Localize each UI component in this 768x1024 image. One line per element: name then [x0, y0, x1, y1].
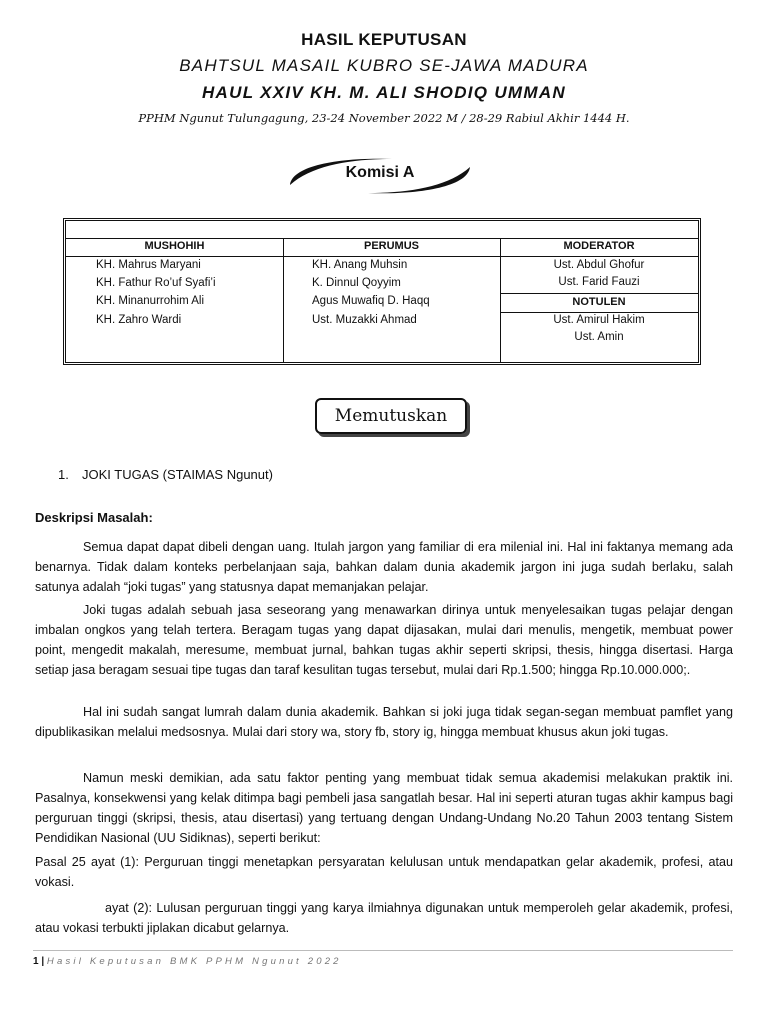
moderator-name: Ust. Farid Fauzi	[558, 276, 640, 288]
komisi-banner	[282, 155, 478, 197]
deskripsi-heading: Deskripsi Masalah:	[35, 510, 153, 525]
komisi-label: Komisi A	[345, 164, 415, 181]
memutuskan-label: Memutuskan	[334, 406, 448, 426]
paragraph: Pasal 25 ayat (1): Perguruan tinggi menetapkan persyaratan kelulusan untuk mendapatkan gelar akademik, profesi, atau vokasi.	[35, 855, 733, 889]
page-footer: 1 | Hasil Keputusan BMK PPHM Ngunut 2022	[33, 956, 342, 967]
paragraph: Joki tugas adalah sebuah jasa seseorang yang menawarkan dirinya untuk menyelesaikan tugas pelajar dengan imbalan ongkos yang telah tertera. Beragam tugas yang dapat dijasakan, mulai dari menulis, mengetik, membuat power point, mengedit makalah, meresume, membuat jurnal, bahkan tugas akhir seperti skripsi, thesis, hingga disertasi. Harga setiap jasa beragam sesuai tipe tugas dan taraf kesulitan tugas tersebut, mulai dari Rp.1.500; hingga Rp.10.000.000;.	[35, 603, 733, 677]
moderator-header: MODERATOR	[563, 240, 635, 252]
perumus-name: K. Dinnul Qoyyim	[312, 277, 401, 289]
document-location-date: PPHM Ngunut Tulungagung, 23-24 November 2022 M / 28-29 Rabiul Akhir 1444 H.	[138, 111, 630, 125]
notulen-name: Ust. Amirul Hakim	[553, 314, 645, 326]
perumus-header: PERUMUS	[363, 240, 419, 252]
document-subtitle-event: BAHTSUL MASAIL KUBRO SE-JAWA MADURA	[179, 56, 589, 75]
moderator-name: Ust. Abdul Ghofur	[553, 259, 645, 271]
footer-rule	[33, 950, 733, 951]
paragraph: Hal ini sudah sangat lumrah dalam dunia akademik. Bahkan si joki juga tidak segan-segan membuat pamflet yang dipublikasikan melalui medsosnya. Mulai dari story wa, story fb, story ig, hingga membuat khusus akun joki tugas.	[35, 705, 733, 739]
mushohih-name: KH. Zahro Wardi	[96, 314, 182, 326]
document-subtitle-haul: HAUL XXIV KH. M. ALI SHODIQ UMMAN	[201, 83, 566, 102]
notulen-header: NOTULEN	[572, 296, 626, 308]
section-heading	[58, 467, 273, 482]
header-divider	[66, 256, 698, 257]
mushohih-name: KH. Minanurrohim Ali	[96, 295, 205, 307]
mushohih-name: KH. Fathur Ro’uf Syafi’i	[96, 277, 216, 289]
perumus-name: Agus Muwafiq D. Haqq	[312, 295, 430, 307]
section-number: 1.	[58, 467, 69, 482]
paragraph: ayat (2): Lulusan perguruan tinggi yang karya ilmiahnya digunakan untuk memperoleh gelar akademik, profesi, atau vokasi terbukti jiplakan dicabut gelarnya.	[35, 901, 733, 935]
committee-table-topbar	[66, 221, 698, 239]
perumus-name: Ust. Muzakki Ahmad	[312, 314, 417, 326]
perumus-name: KH. Anang Muhsin	[312, 259, 408, 271]
mushohih-header: MUSHOHIH	[144, 240, 205, 252]
notulen-divider-top	[501, 293, 698, 294]
page-number: 1	[33, 956, 39, 967]
notulen-divider-bottom	[501, 312, 698, 313]
committee-table	[63, 218, 701, 365]
paragraph: Namun meski demikian, ada satu faktor penting yang membuat tidak semua akademisi melakukan praktik ini. Pasalnya, konsekwensi yang kelak ditimpa bagi pembeli jasa sangatlah besar. Hal ini seperti aturan tugas akhir kampus bagi perguruan tinggi (skripsi, thesis, atau disertasi) yang tertuang dengan Undang-Undang No.20 Tahun 2003 tentang Sistem Pendidikan Nasional (UU Sidiknas), seperti berikut:	[35, 771, 733, 845]
notulen-name: Ust. Amin	[574, 331, 624, 343]
mushohih-name: KH. Mahrus Maryani	[96, 259, 201, 271]
section-title: JOKI TUGAS (STAIMAS Ngunut)	[82, 467, 273, 482]
paragraph: Semua dapat dapat dibeli dengan uang. Itulah jargon yang familiar di era milenial ini. Hal ini faktanya memang ada benarnya. Tidak dalam konteks perbelanjaan saja, bahkan dalam dunia akademik jargon ini juga sudah berlaku, salah satunya adalah “joki tugas” yang statusnya dapat memanjakan pelajar.	[35, 540, 733, 594]
footer-text: Hasil Keputusan BMK PPHM Ngunut 2022	[46, 956, 342, 967]
document-title: HASIL KEPUTUSAN	[301, 30, 467, 49]
memutuskan-banner	[315, 398, 467, 434]
